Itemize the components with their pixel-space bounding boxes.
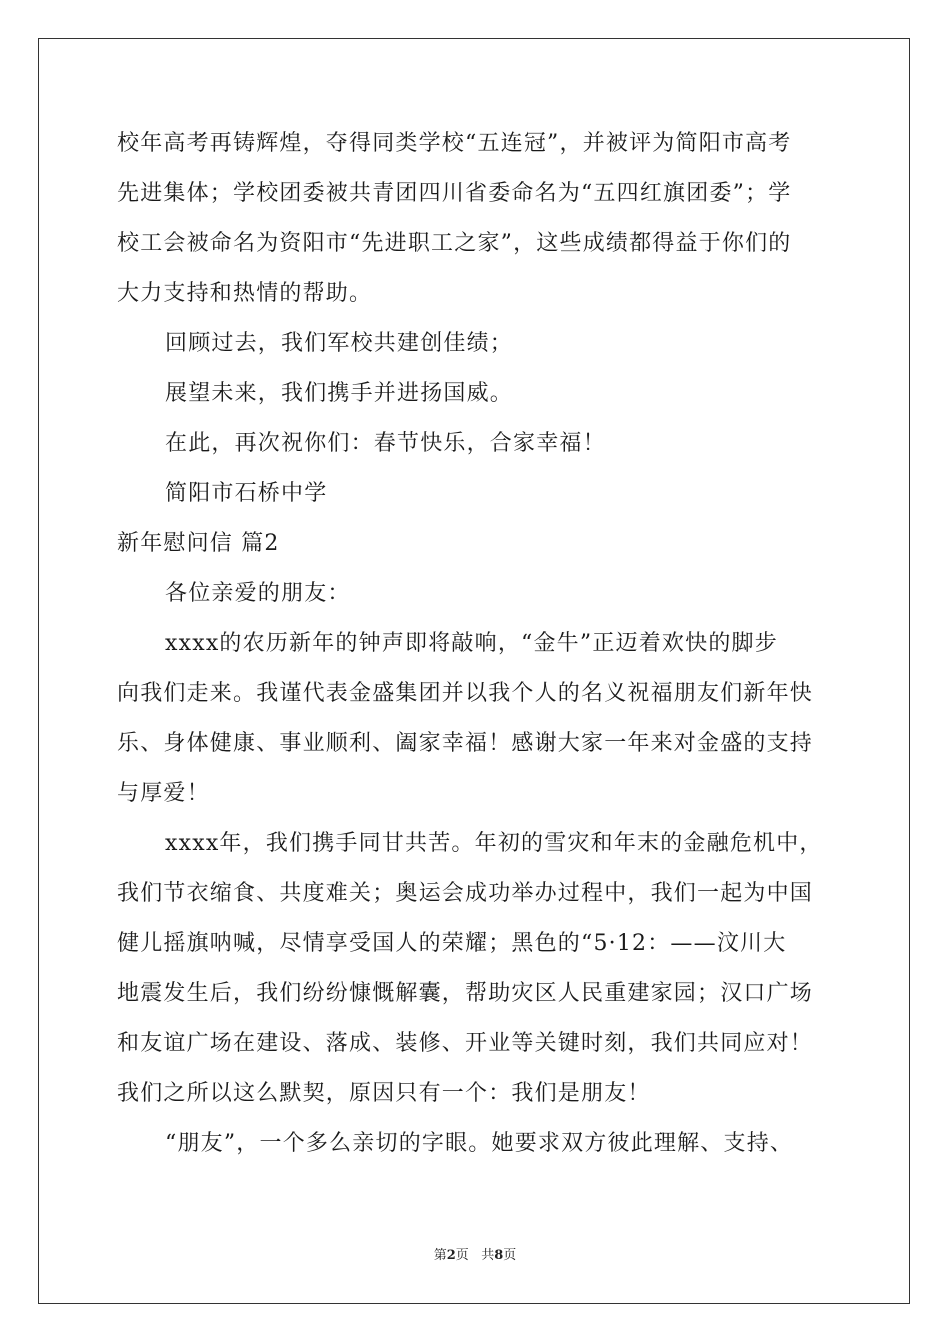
paragraph-line: “朋友”，一个多么亲切的字眼。她要求双方彼此理解、支持、 xyxy=(165,1131,794,1156)
signature-line: 简阳市石桥中学 xyxy=(165,481,328,506)
page-total: 8 xyxy=(494,1248,504,1263)
paragraph-line: xxxx年，我们携手同甘共苦。年初的雪灾和年末的金融危机中， xyxy=(165,831,823,856)
paragraph-line: 与厚爱！ xyxy=(117,781,210,806)
paragraph-line: 校年高考再铸辉煌，夺得同类学校“五连冠”，并被评为简阳市高考 xyxy=(117,131,792,156)
paragraph-line: 和友谊广场在建设、落成、装修、开业等关键时刻，我们共同应对！ xyxy=(117,1031,814,1056)
paragraph-line: 地震发生后，我们纷纷慷慨解囊，帮助灾区人民重建家园；汉口广场 xyxy=(117,981,814,1006)
paragraph-line: 我们节衣缩食、共度难关；奥运会成功举办过程中，我们一起为中国 xyxy=(117,881,814,906)
paragraph-line: 向我们走来。我谨代表金盛集团并以我个人的名义祝福朋友们新年快 xyxy=(117,681,814,706)
paragraph-line: 校工会被命名为资阳市“先进职工之家”，这些成绩都得益于你们的 xyxy=(117,231,792,256)
page-suffix: 页 xyxy=(455,1248,469,1263)
total-prefix: 共 xyxy=(481,1248,495,1263)
paragraph-line: 健儿摇旗呐喊，尽情享受国人的荣耀；黑色的“5·12：——汶川大 xyxy=(117,931,787,956)
total-suffix: 页 xyxy=(503,1248,517,1263)
page-footer xyxy=(0,1247,950,1265)
paragraph-line: 展望未来，我们携手并进扬国威。 xyxy=(165,381,514,406)
paragraph-line: 在此，再次祝你们：春节快乐，合家幸福！ xyxy=(165,431,606,456)
section-heading: 新年慰问信 篇2 xyxy=(117,531,280,556)
salutation-line: 各位亲爱的朋友： xyxy=(165,581,351,606)
paragraph-line: 我们之所以这么默契，原因只有一个：我们是朋友！ xyxy=(117,1081,651,1106)
page-prefix: 第 xyxy=(433,1248,447,1263)
paragraph-line: 先进集体；学校团委被共青团四川省委命名为“五四红旗团委”；学 xyxy=(117,181,792,206)
paragraph-line: xxxx的农历新年的钟声即将敲响，“金牛”正迈着欢快的脚步 xyxy=(165,631,778,656)
page-current: 2 xyxy=(446,1248,456,1263)
paragraph-line: 乐、身体健康、事业顺利、阖家幸福！感谢大家一年来对金盛的支持 xyxy=(117,731,814,756)
paragraph-line: 大力支持和热情的帮助。 xyxy=(117,281,373,306)
paragraph-line: 回顾过去，我们军校共建创佳绩； xyxy=(165,331,514,356)
